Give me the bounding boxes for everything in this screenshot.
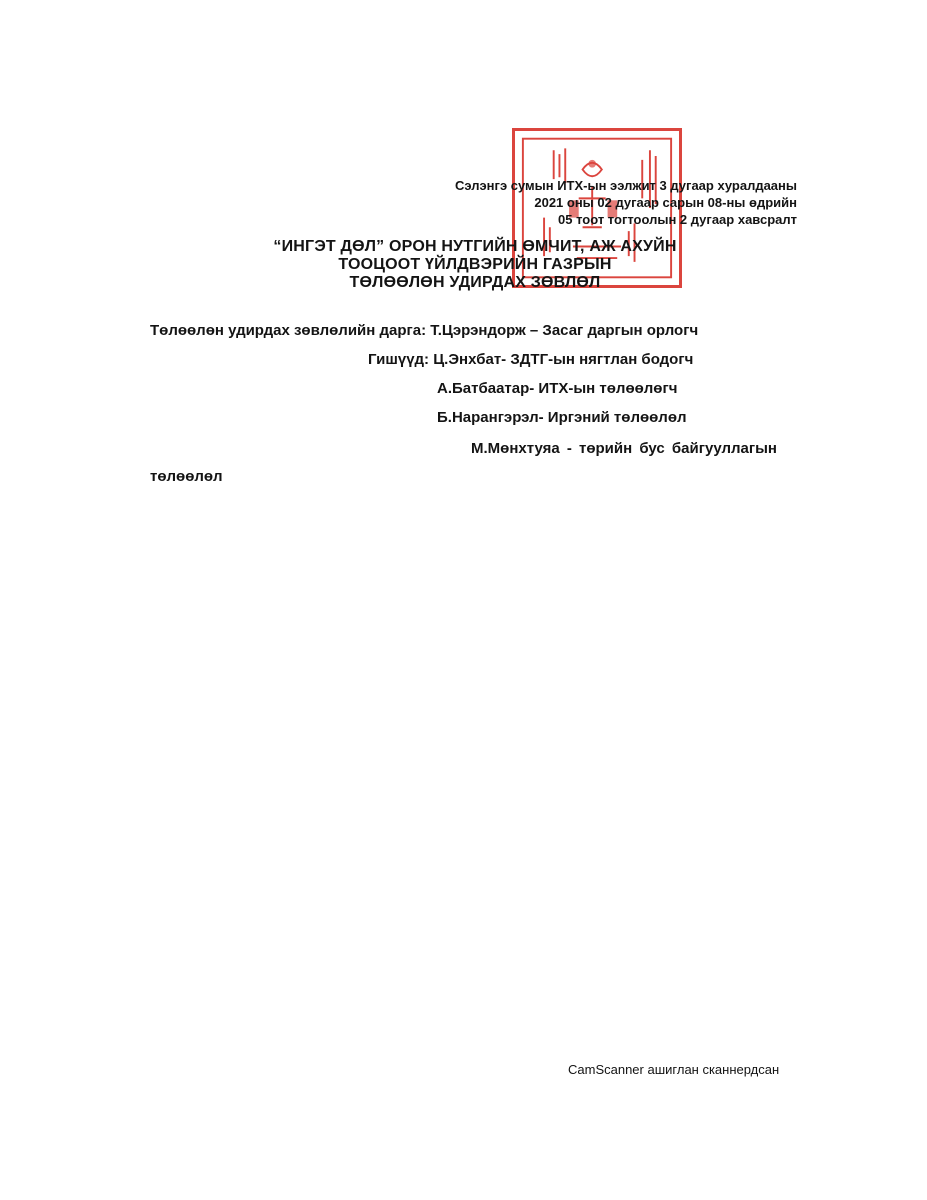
council-member-4-continued: төлөөлөл xyxy=(150,468,223,485)
annex-reference xyxy=(455,177,797,228)
annex-line-1: Сэлэнгэ сумын ИТХ-ын ээлжит 3 дугаар хуралдааны xyxy=(455,178,797,193)
document-title xyxy=(260,238,690,292)
annex-line-2: 2021 оны 02 дугаар сарын 08-ны өдрийн xyxy=(534,195,797,210)
title-line-2: ТООЦООТ ҮЙЛДВЭРИЙН ГАЗРЫН xyxy=(338,256,612,273)
title-line-1: “ИНГЭТ ДӨЛ” ОРОН НУТГИЙН ӨМЧИТ, АЖ АХУЙН xyxy=(273,238,677,255)
council-chair: Төлөөлөн удирдах зөвлөлийн дарга: Т.Цэрэндорж – Засаг даргын орлогч xyxy=(150,322,699,339)
scanner-watermark: CamScanner ашиглан сканнердсан xyxy=(568,1062,780,1077)
council-member-4: М.Мөнхтуяа - төрийн бус байгууллагын xyxy=(471,440,777,457)
council-member-2: А.Батбаатар- ИТХ-ын төлөөлөгч xyxy=(437,380,678,397)
title-line-3: ТӨЛӨӨЛӨН УДИРДАХ ЗӨВЛӨЛ xyxy=(349,274,601,291)
council-member-1: Гишүүд: Ц.Энхбат- ЗДТГ-ын нягтлан бодогч xyxy=(368,351,694,368)
council-member-3: Б.Нарангэрэл- Иргэний төлөөлөл xyxy=(437,409,687,426)
annex-line-3: 05 тоот тогтоолын 2 дугаар хавсралт xyxy=(558,212,797,227)
